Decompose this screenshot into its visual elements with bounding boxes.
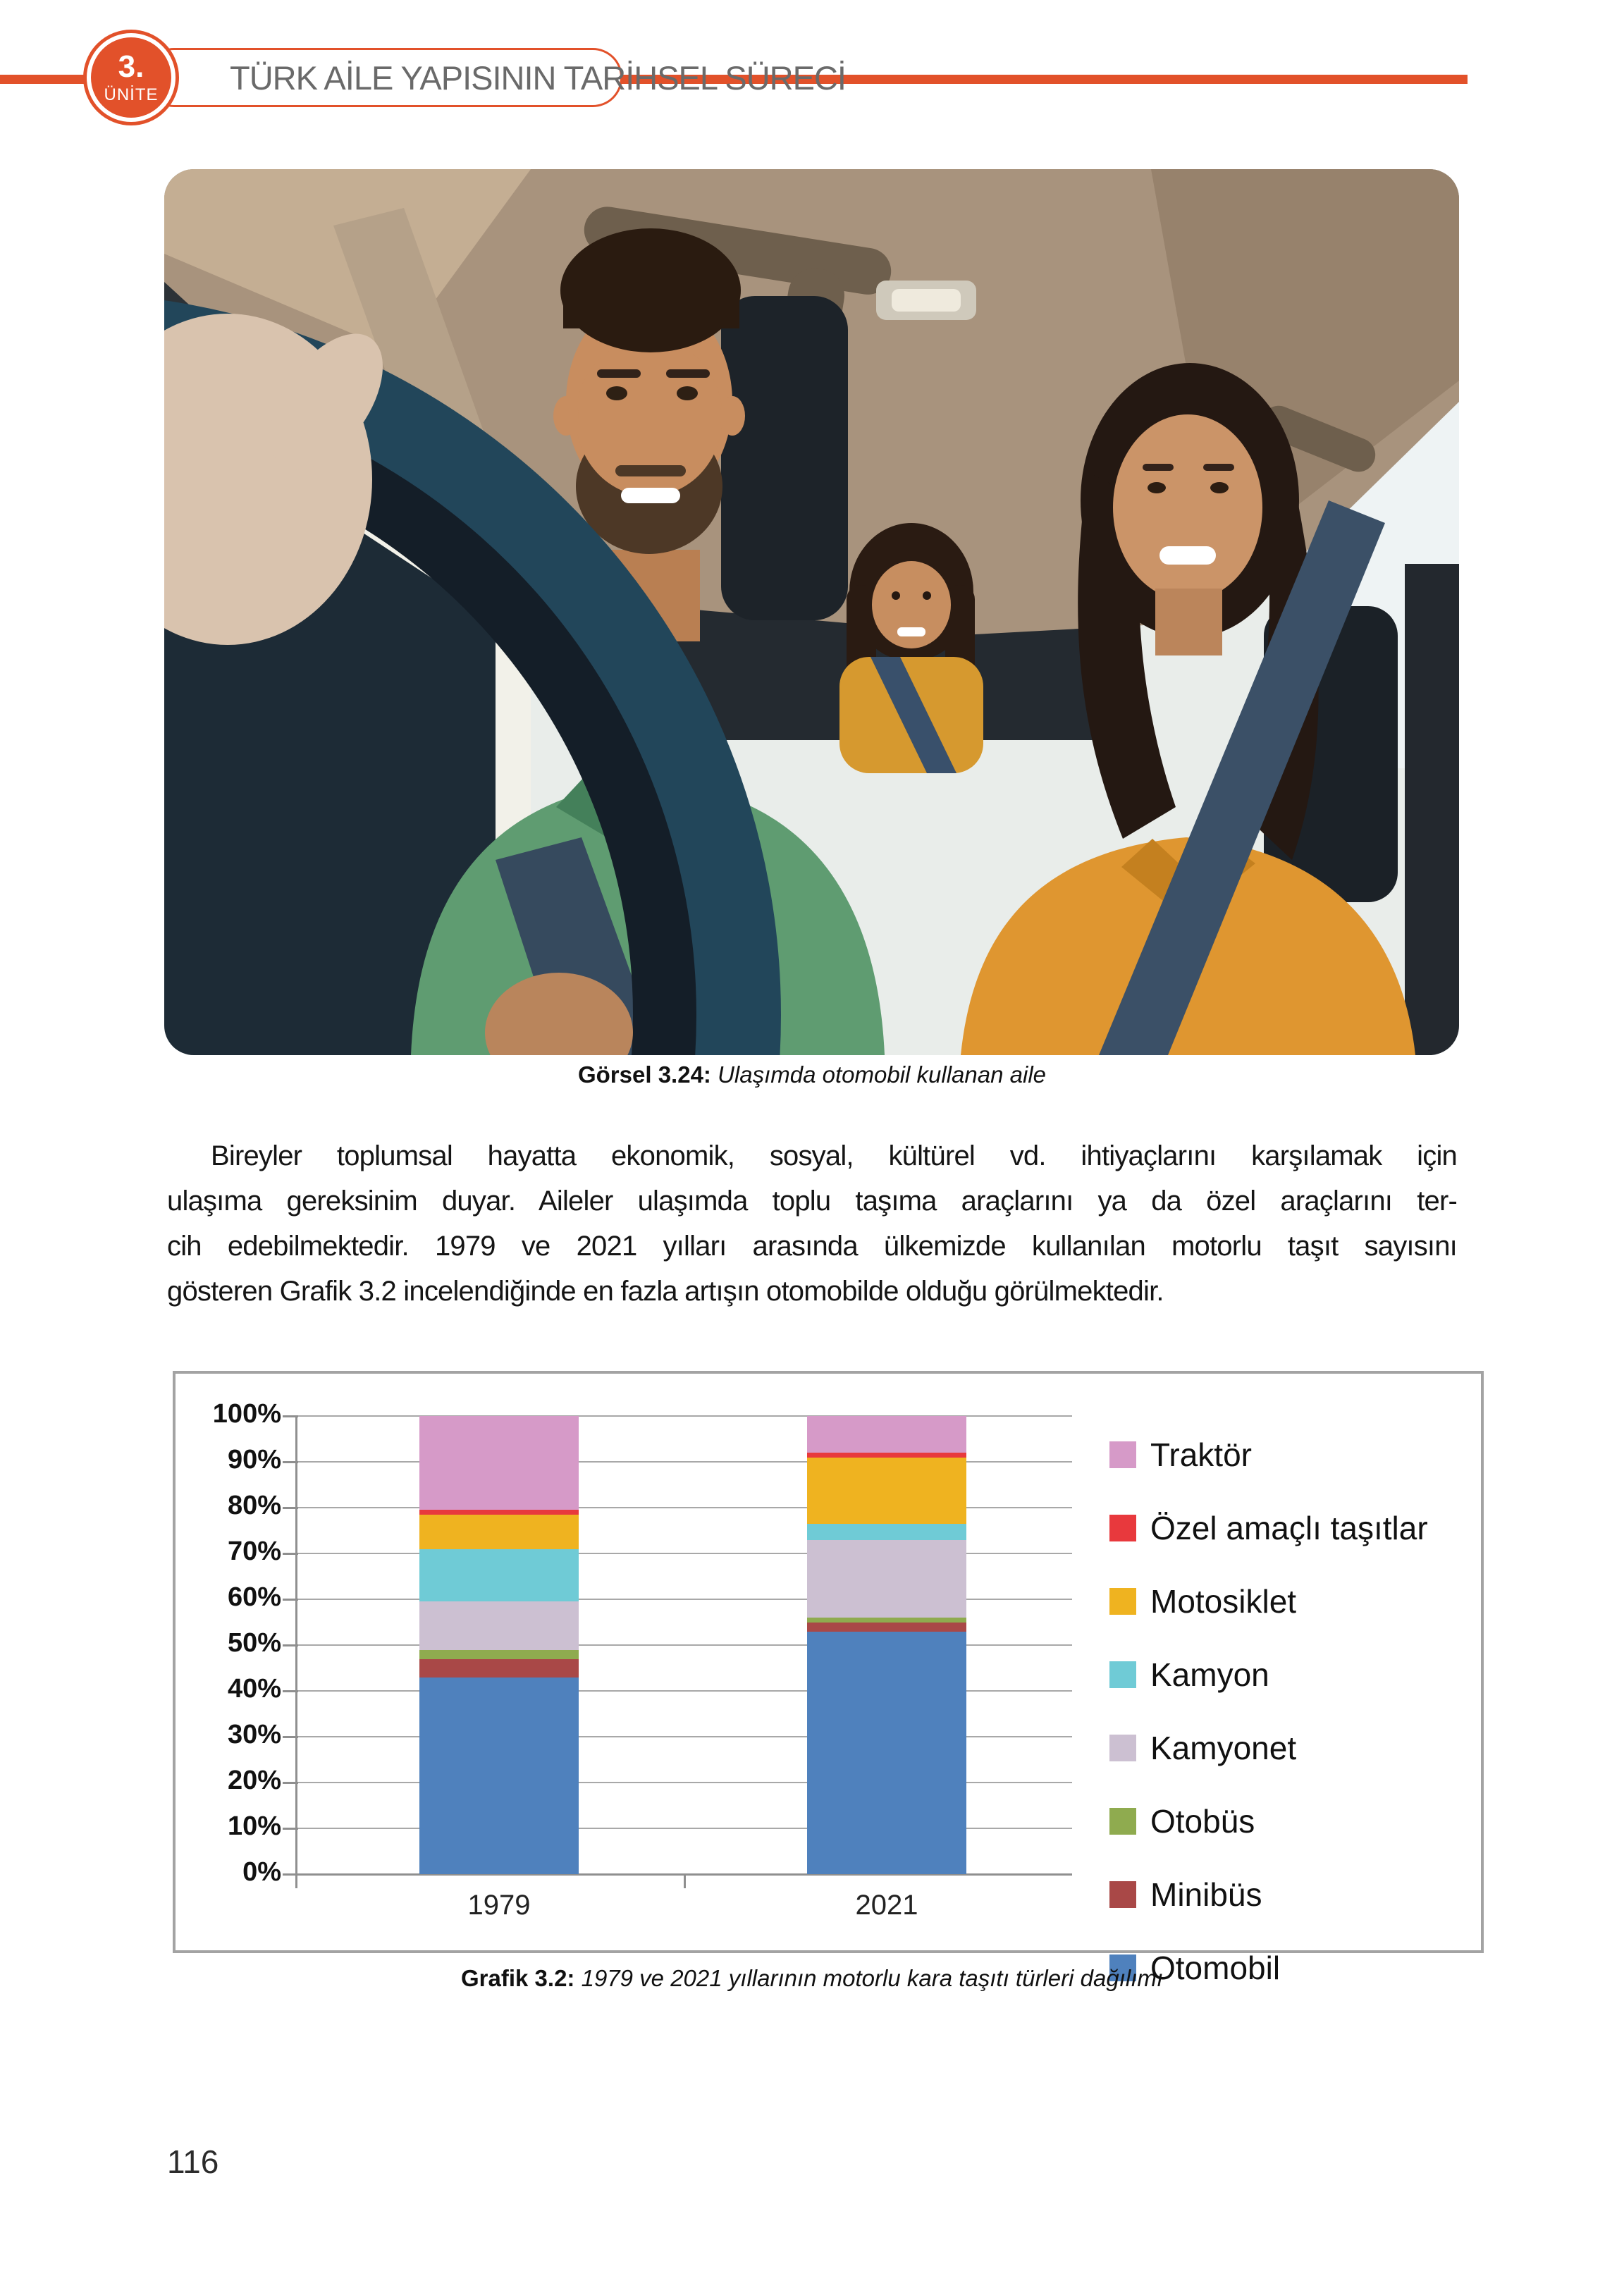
y-tick-label: 30% <box>227 1720 281 1749</box>
bar-segment <box>419 1659 579 1678</box>
y-tick-label: 20% <box>227 1766 281 1795</box>
bar-segment <box>419 1510 579 1515</box>
legend-label: Minibüs <box>1150 1876 1262 1913</box>
y-tick-label: 40% <box>227 1674 281 1704</box>
child-passenger <box>839 523 983 773</box>
legend-item <box>1109 1729 1428 1767</box>
y-tick-label: 100% <box>212 1399 281 1429</box>
photo-caption-text: Ulaşımda otomobil kullanan aile <box>710 1061 1047 1088</box>
legend-swatch <box>1109 1441 1136 1468</box>
chart-legend <box>1109 1436 1428 1987</box>
paragraph-line: cih edebilmektedir. 1979 ve 2021 yılları arasında ülkemizde kullanılan motorlu taşıt sayısını <box>167 1231 1457 1262</box>
bar-segment <box>419 1601 579 1649</box>
y-tick-label: 10% <box>227 1811 281 1841</box>
legend-label: Traktör <box>1150 1436 1252 1473</box>
legend-item <box>1109 1509 1428 1547</box>
bar-segment <box>807 1453 966 1458</box>
bar-segment <box>807 1540 966 1618</box>
legend-swatch <box>1109 1515 1136 1541</box>
legend-label: Motosiklet <box>1150 1583 1297 1620</box>
bar-segment <box>807 1618 966 1623</box>
bar-segment <box>419 1678 579 1875</box>
x-tick-label: 2021 <box>855 1890 918 1921</box>
legend-item <box>1109 1802 1428 1840</box>
legend-label: Özel amaçlı taşıtlar <box>1150 1510 1428 1546</box>
legend-item <box>1109 1876 1428 1914</box>
bar-segment <box>807 1623 966 1632</box>
legend-label: Otomobil <box>1150 1950 1281 1986</box>
unit-number: 3. <box>118 49 144 84</box>
header-accent-line-left <box>0 75 86 84</box>
page-number: 116 <box>167 2143 219 2180</box>
y-tick-label: 60% <box>227 1582 281 1612</box>
photo-caption <box>0 1061 1624 1088</box>
x-tick-mark <box>684 1874 686 1888</box>
family-car-illustration <box>164 169 1459 1055</box>
legend-swatch <box>1109 1661 1136 1688</box>
x-tick-label: 1979 <box>467 1890 531 1921</box>
legend-item <box>1109 1656 1428 1694</box>
bar-segment <box>419 1549 579 1602</box>
family-car-photo <box>164 169 1459 1055</box>
bar-segment <box>807 1458 966 1524</box>
photo-caption-prefix: Görsel 3.24: <box>577 1061 711 1088</box>
unit-badge <box>83 30 179 125</box>
unit-badge-inner <box>91 37 171 118</box>
legend-swatch <box>1109 1881 1136 1908</box>
y-tick-label: 0% <box>242 1857 281 1887</box>
legend-label: Otobüs <box>1150 1803 1255 1840</box>
y-tick-label: 80% <box>227 1491 281 1520</box>
bar-segment <box>807 1632 966 1875</box>
paragraph-line: Bireyler toplumsal hayatta ekonomik, sosyal, kültürel vd. ihtiyaçlarını karşılamak için <box>211 1140 1457 1171</box>
chapter-title-pill <box>144 48 846 107</box>
legend-swatch <box>1109 1808 1136 1835</box>
chapter-title: TÜRK AİLE YAPISININ TARİHSEL SÜRECİ <box>230 59 846 97</box>
y-tick-label: 90% <box>227 1445 281 1475</box>
y-tick-label: 70% <box>227 1537 281 1566</box>
legend-swatch <box>1109 1588 1136 1615</box>
paragraph-line: gösteren Grafik 3.2 incelendiğinde en fazla artışın otomobilde olduğu görülmektedir. <box>167 1276 1164 1307</box>
bar-segment <box>807 1416 966 1453</box>
bar-segment <box>419 1416 579 1510</box>
unit-label: ÜNİTE <box>104 85 159 104</box>
legend-label: Kamyon <box>1150 1656 1269 1693</box>
chart-caption <box>0 1965 1624 1992</box>
x-tick-mark <box>295 1874 297 1888</box>
legend-swatch <box>1109 1735 1136 1761</box>
bar-segment <box>807 1524 966 1540</box>
paragraph-line: ulaşıma gereksinim duyar. Aileler ulaşımda toplu taşıma araçlarını ya da özel araçlarını ter- <box>167 1186 1457 1217</box>
chart-caption-text: 1979 ve 2021 yıllarının motorlu kara taşıtı türleri dağılımı <box>574 1965 1163 1991</box>
legend-label: Kamyonet <box>1150 1730 1297 1766</box>
chart-caption-prefix: Grafik 3.2: <box>461 1965 575 1991</box>
legend-item <box>1109 1436 1428 1474</box>
y-tick-label: 50% <box>227 1628 281 1658</box>
bar-segment <box>419 1650 579 1659</box>
body-paragraph <box>167 1133 1457 1314</box>
y-axis-line <box>295 1416 297 1877</box>
legend-item <box>1109 1582 1428 1620</box>
bar-segment <box>419 1515 579 1549</box>
